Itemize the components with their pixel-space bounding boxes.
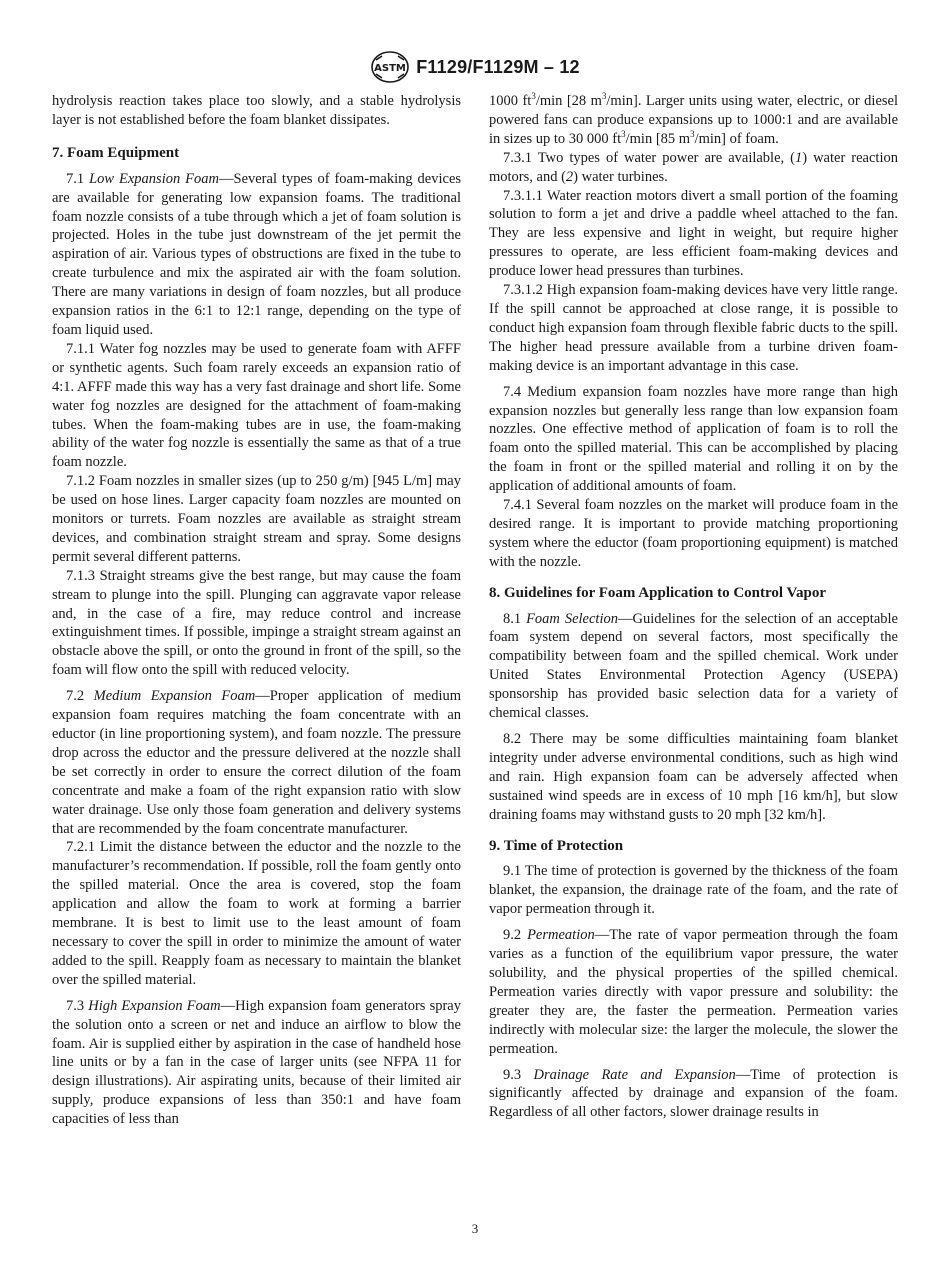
term-foam-selection: Foam Selection (526, 610, 618, 627)
right-column (489, 92, 898, 1122)
page-number: 3 (471, 1221, 479, 1236)
section-8-heading: 8. Guidelines for Foam Application to Control Vapor (489, 584, 826, 601)
paragraph-9-3: 9.3 Drainage Rate and Expansion—Time of protection is significantly affected by drainage and expansion of the foam. Regardless of all other factors, slower drainage results in (489, 1066, 898, 1121)
paragraph-7-3-1-1: 7.3.1.1 Water reaction motors divert a small portion of the foaming solution to form a jet and drive a paddle wheel attached to the fan. They are less expensive and light in weight, but require higher pressures to operate, are less efficient foam-making devices and produce lower head pressures than turbines. (489, 187, 898, 280)
paragraph-9-1: 9.1 The time of protection is governed by the thickness of the foam blanket, the expansion, the drainage rate of the foam, and the rate of vapor permeation through it. (489, 863, 898, 918)
paragraph-7-4-1: 7.4.1 Several foam nozzles on the market will produce foam in the desired range. It is important to provide matching proportioning system where the eductor (foam proportioning equipment) is matched with the nozzle. (489, 497, 898, 570)
term-permeation: Permeation (527, 927, 595, 944)
paragraph-7-2-1: 7.2.1 Limit the distance between the eductor and the nozzle to the manufacturer’s recommendation. If possible, roll the foam gently onto the spilled material. Once the area is covered, stop the foam application and allow the foam to work at forming a barrier membrane. It is best to limit use to the least amount of foam necessary to cover the spill in order to minimize the amount of water added to the spill. Reapply foam as necessary to maintain the blanket over the spilled material. (52, 839, 461, 988)
document-designation: F1129/F1129M – 12 (416, 56, 580, 77)
astm-logo-icon (370, 50, 410, 84)
paragraph-7-2: 7.2 Medium Expansion Foam—Proper application of medium expansion foam requires matching the foam concentrate with an eductor (in line proportioning system), and foam nozzle. The pressure drop across the eductor and the pressure delivered at the nozzle shall be set correctly in order to ensure the correct dilution of the foam concentrate and make a foam of the right expansion ratio with slow water drainage. Use only those foam generation and delivery systems that are recommended by the foam concentrate manufacturer. (52, 688, 462, 837)
page-header (0, 50, 950, 84)
paragraph-hydrolysis: hydrolysis reaction takes place too slowly, and a stable hydrolysis layer is not established before the foam blanket dissipates. (52, 93, 461, 128)
paragraph-8-1: 8.1 Foam Selection—Guidelines for the selection of an acceptable foam system depend on several factors, most specifically the compatibility between foam and the spilled chemical. Work under United States Environmental Protection Agency (USEPA) sponsorship has provided basic selection data for a variety of chemical classes. (489, 610, 898, 722)
term-low-expansion-foam: Low Expansion Foam (89, 170, 219, 187)
paragraph-7-4: 7.4 Medium expansion foam nozzles have more range than high expansion nozzles but generally less range than low expansion foam nozzles. One effective method of application of foam is to roll the foam onto the spilled material. This can be accomplished by placing the foam in front or the spilled material and rolling it on by the application of additional amounts of foam. (489, 383, 898, 495)
paragraph-7-3: 7.3 High Expansion Foam—High expansion foam generators spray the solution onto a screen or net and induce an airflow to blow the foam. Air is supplied either by aspiration in the case of handheld hose line units or by a fan in the case of larger units (see NFPA 11 for design illustrations). Air aspirating units, because of their limited air supply, produce expansions of less than 350:1 and have foam capacities of less than (52, 997, 461, 1128)
section-9-heading: 9. Time of Protection (489, 837, 624, 854)
svg-text:ASTM: ASTM (374, 63, 407, 74)
left-column (52, 92, 461, 1129)
paragraph-7-3-continued: 1000 $ft^3/\min$ [28 $m^3/\min$]. Larger units using water, electric, or diesel powered fans can produce expansions up to 1000:1 and are available in sizes up to 30 000 $ft^3/\min$ [85 $m^3/\min$] of foam. (489, 91, 898, 147)
section-7-heading: 7. Foam Equipment (52, 144, 180, 161)
paragraph-7-3-1-2: 7.3.1.2 High expansion foam-making devices have very little range. If the spill cannot be approached at close range, it is possible to conduct high expansion foam through flexible fabric ducts to the spill. The higher head pressure available from a turbine driven foam-making device is an important advantage in this case. (489, 282, 898, 374)
paragraph-7-3-1: 7.3.1 Two types of water power are available, (1) water reaction motors, and (2) water turbines. (489, 149, 898, 185)
paragraph-7-1-2: 7.1.2 Foam nozzles in smaller sizes (up to 250 g/m) [945 L/m] may be used on hose lines. Larger capacity foam nozzles are mounted on monitors or turrets. Foam nozzles are available as straight stream devices, and combination straight stream and spray. Some designs permit several different patterns. (52, 473, 461, 565)
paragraph-7-1-3: 7.1.3 Straight streams give the best range, but may cause the foam stream to plunge into the spill. Plunging can aggravate vapor release and, in the case of a fire, may reduce control and increase extinguishment times. If possible, impinge a straight stream against an obstacle above the spill, or onto the ground in front of the spill, so the foam will flow onto the spill with reduced velocity. (52, 567, 461, 679)
term-medium-expansion-foam: Medium Expansion Foam (93, 688, 256, 705)
term-drainage-rate-and-expansion: Drainage Rate and Expansion (533, 1066, 736, 1083)
term-high-expansion-foam: High Expansion Foam (88, 997, 221, 1014)
paragraph-7-1-1: 7.1.1 Water fog nozzles may be used to generate foam with AFFF or synthetic agents. Such foam rarely exceeds an expansion ratio of 4:1. AFFF made this way has a very fast drainage and short life. Some water fog nozzles are designed for the attachment of foam-making tubes. When the foam-making tubes are in use, the foam-making ability of the water fog nozzle is essentially the same as that of a true foam nozzle. (52, 340, 461, 471)
paragraph-9-2: 9.2 Permeation—The rate of vapor permeation through the foam varies as a function of the equilibrium vapor pressure, the water solubility, and the physical properties of the spilled chemical. Permeation varies directly with vapor pressure and solubility: the greater they are, the faster the permeation. Permeation varies indirectly with molecular size: the larger the molecule, the slower the permeation. (489, 927, 899, 1057)
paragraph-8-2: 8.2 There may be some difficulties maintaining foam blanket integrity under adverse environmental conditions, such as high wind and rain. High expansion foam can be adversely affected when sustained wind speeds are in excess of 10 mph [16 km/h], but slow draining foams may withstand gusts to 20 mph [32 km/h]. (489, 731, 898, 823)
paragraph-7-1: 7.1 Low Expansion Foam—Several types of foam-making devices are available for generating low expansion foams. The traditional foam nozzle consists of a tube through which a jet of foam solution is projected. Holes in the tube just downstream of the jet permit the aspiration of air. Various types of obstructions are fixed in the tube to create turbulence and mix the aspirated air with the foam solution. There are many variations in design of foam nozzles, but all produce expansion ratios in the 6:1 to 12:1 range, depending on the type of foam liquid used. (52, 170, 462, 338)
